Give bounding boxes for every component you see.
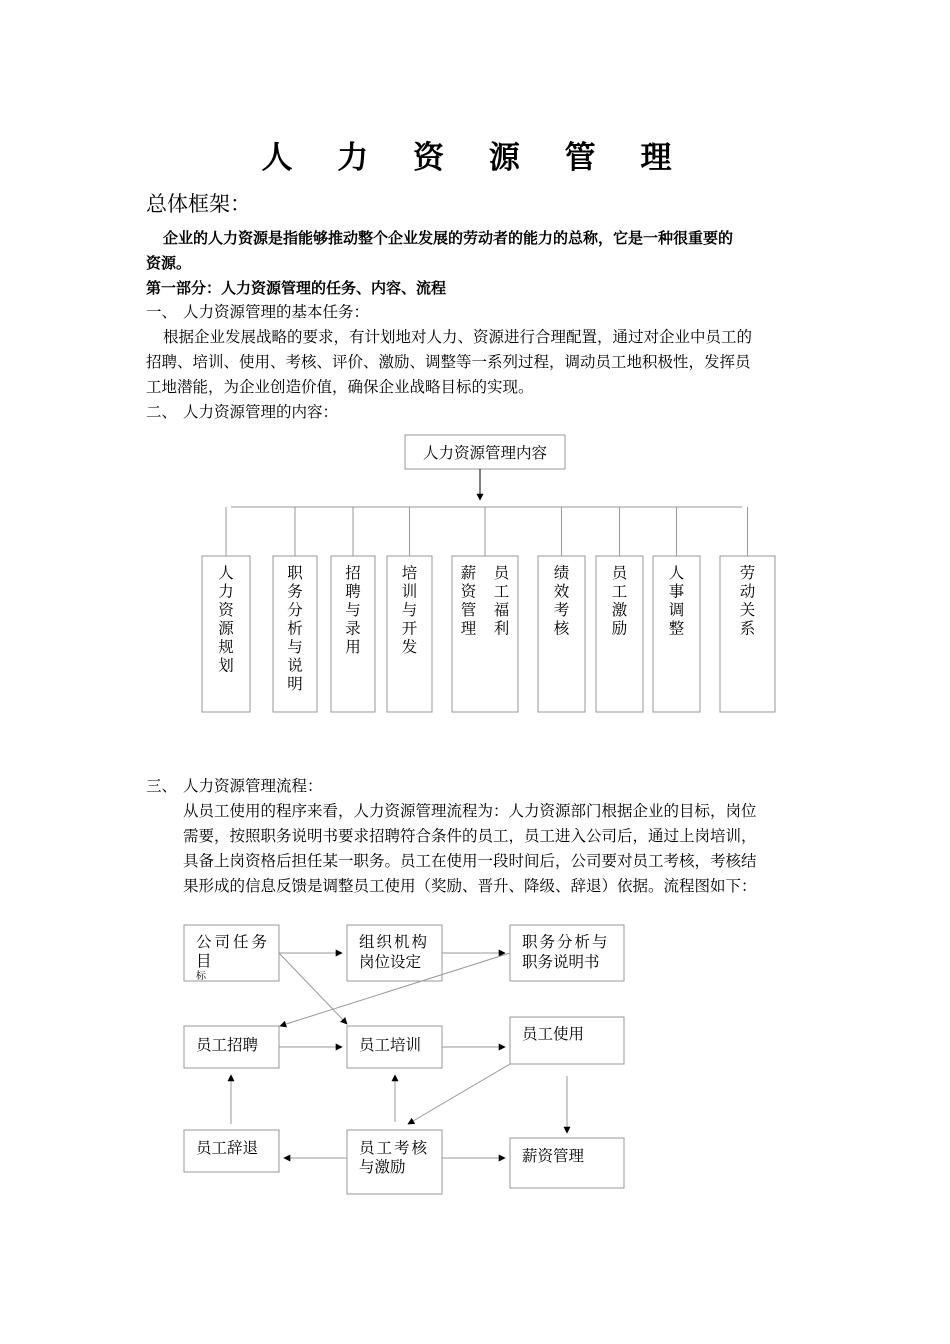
flow-company-goal-line2: 目 [196,952,212,970]
flow-training-label: 员工培训 [359,1036,422,1054]
part1-heading: 第一部分：人力资源管理的任务、内容、流程 [146,279,447,297]
flow-org-structure-line1: 组织机构 [359,933,430,951]
content-label-4-col0: 薪资管理 [460,564,477,638]
content-label-8: 劳动关系 [739,564,756,638]
section1-line-2: 招聘、培训、使用、考核、评价、激励、调整等一系列过程，调动员工地积极性，发挥员 [146,353,751,371]
section1-heading: 人力资源管理的基本任务： [183,303,370,321]
flow-job-analysis-line1: 职务分析与 [522,933,610,951]
content-children [202,507,775,712]
content-org-chart [202,435,775,712]
intro-line-1: 企业的人力资源是指能够推动整个企业发展的劳动者的能力的总称，它是一种很重要的 [163,229,734,247]
section3-line-2: 需要，按照职务说明书要求招聘符合条件的员工，员工进入公司后，通过上岗培训， [183,827,757,845]
section3-number: 三、 [146,777,178,795]
content-label-2: 招聘与录用 [345,564,361,656]
section3-line-1: 从员工使用的程序来看，人力资源管理流程为：人力资源部门根据企业的目标，岗位 [183,802,757,820]
content-label-0: 人力资源规划 [218,564,234,675]
section1-line-3: 工地潜能，为企业创造价值，确保企业战略目标的实现。 [146,378,534,396]
flow-recruit-label: 员工招聘 [196,1036,259,1054]
flow-use-label: 员工使用 [522,1025,585,1043]
section2-number: 二、 [146,403,178,421]
section3-heading: 人力资源管理流程： [183,777,323,795]
section3-line-4: 果形成的信息反馈是调整员工使用（奖励、晋升、降级、辞退）依据。流程图如下： [183,877,757,895]
content-label-4-col1: 员工福利 [493,564,510,638]
flow-company-goal-line3: 标 [196,971,206,982]
content-label-7: 人事调整 [668,564,685,638]
section3-line-3: 具备上岗资格后担任某一职务。员工在使用一段时间后，公司要对员工考核，考核结 [183,852,757,870]
flow-dismiss-label: 员工辞退 [196,1139,259,1157]
section1-number: 一、 [146,303,178,321]
flow-appraisal-line1: 员工考核 [359,1139,430,1157]
section2-heading: 人力资源管理的内容： [183,403,339,421]
flow-chart [184,925,624,1194]
page-title: 人 力 资 源 管 理 [261,140,689,176]
content-label-1: 职务分析与说明 [287,564,303,693]
flow-salary-label: 薪资管理 [522,1147,585,1165]
section1-line-1: 根据企业发展战略的要求，有计划地对人力、资源进行合理配置，通过对企业中员工的 [163,328,753,346]
arrow-use-to-appraisal [408,1064,510,1124]
flow-appraisal-line2: 与激励 [359,1158,406,1176]
flow-org-structure-line2: 岗位设定 [359,953,422,971]
content-label-3: 培训与开发 [401,564,418,656]
flow-company-goal-line1: 公司任务 [196,933,271,951]
content-root-label: 人力资源管理内容 [422,444,548,462]
flow-job-analysis-line2: 职务说明书 [522,953,600,971]
content-label-6: 员工激励 [611,564,628,638]
content-label-5: 绩效考核 [553,564,570,638]
arrow-goal-to-training [279,953,347,1024]
overall-heading: 总体框架： [146,192,251,216]
intro-line-2: 资源。 [146,254,192,272]
